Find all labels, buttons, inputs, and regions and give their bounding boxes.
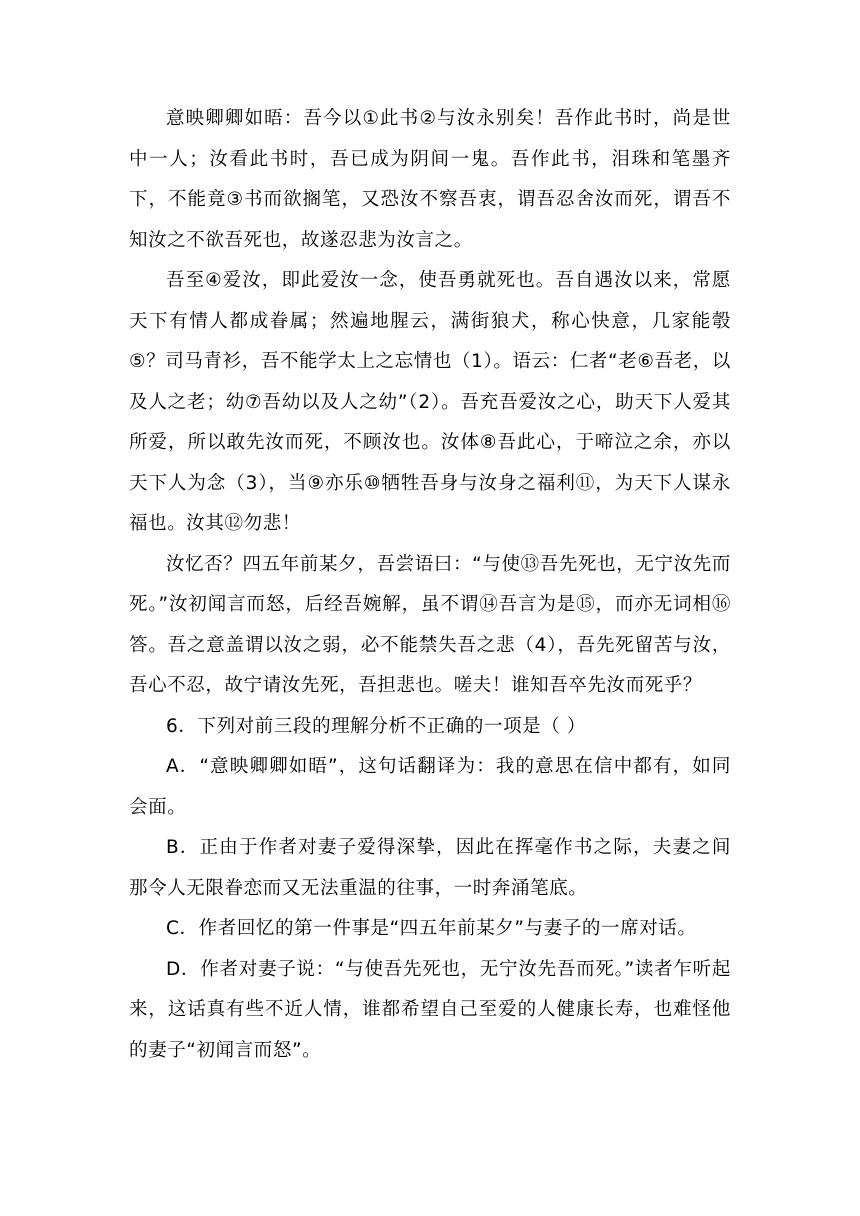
option-a: A．“意映卿卿如晤”，这句话翻译为：我的意思在信中都有，如同会面。 <box>129 756 731 818</box>
document-page <box>129 99 731 1071</box>
option-c: C．作者回忆的第一件事是“四五年前某夕”与妻子的一席对话。 <box>166 918 697 939</box>
option-d: D．作者对妻子说：“与使吾先死也，无宁汝先吾而死。”读者乍听起来，这话真有些不近人情，谁都希望自己至爱的人健康长寿，也难怪他的妻子“初闻言而怒”。 <box>129 958 731 1061</box>
option-b: B．正由于作者对妻子爱得深挚，因此在挥毫作书之际，夫妻之间那令人无限眷恋而又无法重温的往事，一时奔涌笔底。 <box>129 837 731 899</box>
question-stem: 6．下列对前三段的理解分析不正确的一项是（ ） <box>166 715 586 737</box>
paragraph-2: 吾至④爱汝，即此爱汝一念，使吾勇就死也。吾自遇汝以来，常愿天下有情人都成眷属；然遍地腥云，满街狼犬，称心快意，几家能彀⑤？司马青衫，吾不能学太上之忘情也（1）。语云：仁者“老⑥吾老，以及人之老；幼⑦吾幼以及人之幼”（2）。吾充吾爱汝之心，助天下人爱其所爱，所以敢先汝而死，不顾汝也。汝体⑧吾此心，于啼泣之余，亦以天下人为念（3），当⑨亦乐⑩牺牲吾身与汝身之福利⑪，为天下人谋永福也。汝其⑫勿悲！ <box>129 270 731 534</box>
paragraph-1: 意映卿卿如晤：吾今以①此书②与汝永别矣！吾作此书时，尚是世中一人；汝看此书时，吾已成为阴间一鬼。吾作此书，泪珠和笔墨齐下，不能竟③书而欲搁笔，又恐汝不察吾衷，谓吾忍舍汝而死，谓吾不知汝之不欲吾死也，故遂忍悲为汝言之。 <box>129 108 731 251</box>
paragraph-3: 汝忆否？四五年前某夕，吾尝语曰：“与使⑬吾先死也，无宁汝先而死。”汝初闻言而怒，后经吾婉解，虽不谓⑭吾言为是⑮，而亦无词相⑯答。吾之意盖谓以汝之弱，必不能禁失吾之悲（4），吾先死留苦与汝，吾心不忍，故宁请汝先死，吾担悲也。嗟夫！谁知吾卒先汝而死乎？ <box>129 553 731 696</box>
